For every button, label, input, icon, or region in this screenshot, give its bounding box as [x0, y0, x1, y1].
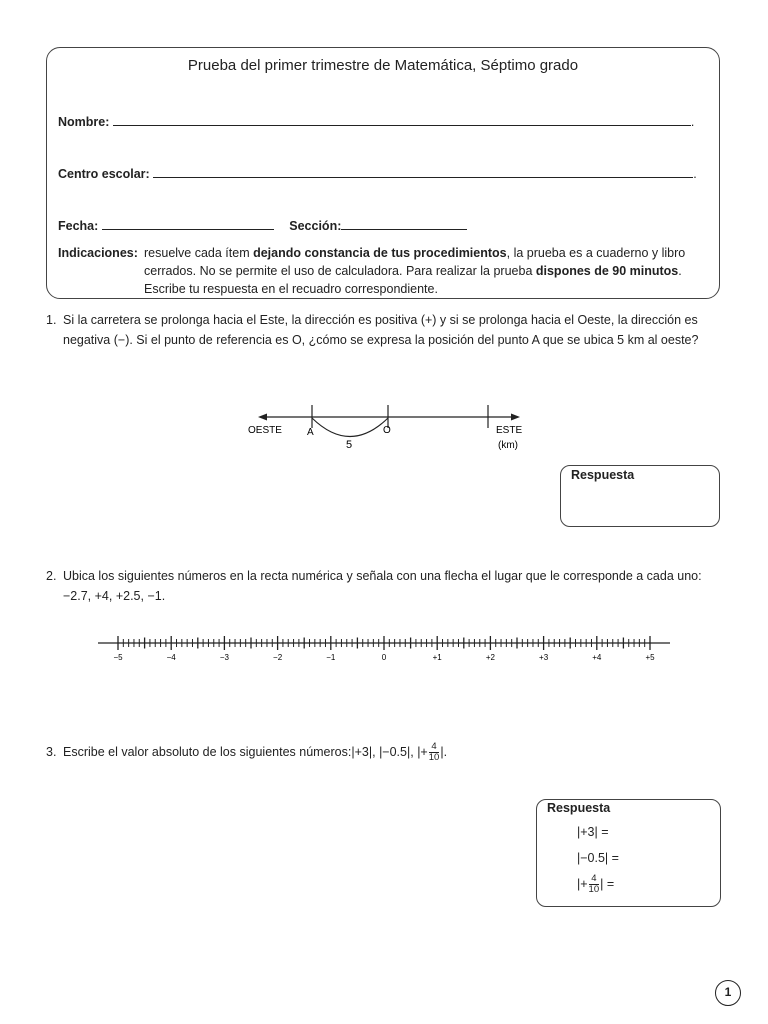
tick-label: −1 [326, 653, 336, 662]
indicaciones [58, 244, 718, 298]
question-3 [46, 742, 726, 763]
indicaciones-label: Indicaciones: [58, 246, 138, 260]
centro-row [58, 165, 697, 181]
page-title: Prueba del primer trimestre de Matemática, Séptimo grado [187, 57, 579, 74]
fecha-label: Fecha: [58, 219, 99, 233]
answer-line-1: |+3| = [577, 825, 609, 839]
label-a: A [307, 427, 314, 438]
question-1 [46, 310, 726, 350]
label-oeste: OESTE [248, 425, 282, 436]
nombre-label: Nombre: [58, 115, 110, 129]
period: . [690, 115, 695, 129]
question-text: Ubica los siguientes números en la recta numérica y señala con una flecha el lugar que le corresponde a cada uno: −2.7, +4, +2.5, −1. [63, 569, 702, 603]
tick-label: +5 [645, 653, 655, 662]
fecha-field[interactable] [102, 217, 274, 230]
tick-label: 0 [381, 653, 387, 662]
label-o: O [383, 425, 391, 436]
tick-label: −2 [273, 653, 283, 662]
question-number: 3. [46, 745, 57, 759]
arrow-east-icon [511, 414, 520, 421]
period: . [693, 167, 697, 181]
label-km: (km) [498, 440, 518, 451]
q3-answer-box[interactable] [536, 799, 721, 907]
fecha-row [58, 217, 467, 233]
answer-line-3: |+ $\frac{4}{10}$ | = [577, 873, 615, 895]
tick-label: +4 [592, 653, 602, 662]
distance-arc [312, 418, 388, 437]
tick-label: +1 [432, 653, 442, 662]
answer-title: Respuesta [547, 801, 611, 815]
question-number: 1. [46, 313, 57, 327]
tick-label: −4 [166, 653, 176, 662]
seccion-field[interactable] [341, 217, 467, 230]
question-2 [46, 566, 726, 606]
seccion-label: Sección: [289, 219, 342, 233]
label-este: ESTE [496, 425, 523, 436]
q2-number-line [90, 630, 690, 665]
answer-title: Respuesta [571, 468, 635, 482]
answer-line-2: |−0.5| = [577, 851, 619, 865]
question-text: Escribe el valor absoluto de los siguientes números:|+3|, |−0.5|, |+ $\frac{4}{10}$ |. [63, 741, 448, 764]
tick-label: +3 [539, 653, 549, 662]
fraction: $\frac{4}{10}$ [588, 873, 600, 895]
fraction: $\frac{4}{10}$ [428, 741, 440, 764]
tick-label: −3 [219, 653, 229, 662]
tick-label: −5 [113, 653, 123, 662]
page-number: 1 [715, 980, 741, 1006]
q1-number-line [240, 400, 540, 460]
indicaciones-text: resuelve cada ítem dejando constancia de tus procedimientos, la prueba es a cuaderno y libro cerrados. No se permite el uso de calculadora. Para realizar la prueba dispones de 90 minutos. Escribe tu respuesta en el recuadro correspondiente. [144, 246, 686, 296]
q1-answer-box[interactable] [560, 465, 720, 527]
tick-label: +2 [485, 653, 495, 662]
arrow-west-icon [258, 414, 267, 421]
nombre-field[interactable] [113, 113, 691, 126]
nombre-row [58, 113, 694, 129]
question-number: 2. [46, 569, 57, 583]
question-text: Si la carretera se prolonga hacia el Este, la dirección es positiva (+) y si se prolonga hacia el Oeste, la dirección es negativa (−). Si el punto de referencia es O, ¿cómo se expresa la posición del punto A que se ubica 5 km al oeste? [63, 313, 699, 347]
centro-label: Centro escolar: [58, 167, 150, 181]
centro-field[interactable] [153, 165, 693, 178]
label-distance: 5 [346, 439, 353, 451]
